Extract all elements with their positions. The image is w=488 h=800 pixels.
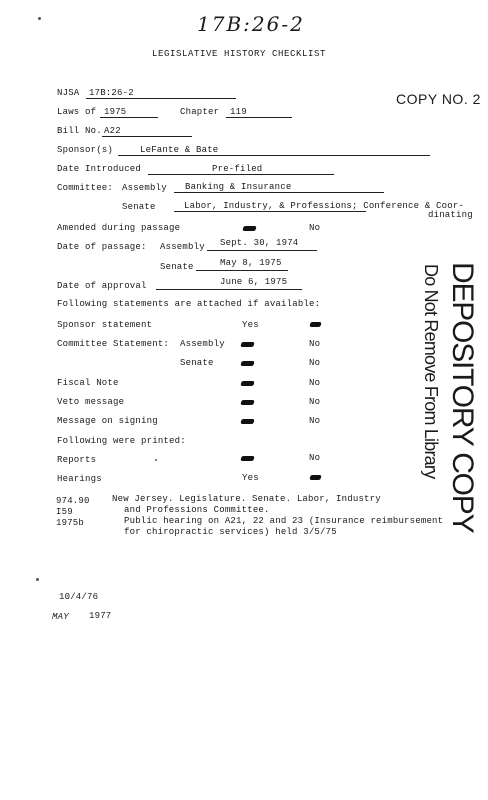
committee-senate-label: Senate [122,202,156,212]
committee-label: Committee: [57,183,114,193]
redaction-mark [240,342,254,347]
njsa-label: NJSA [57,88,80,98]
committee-assembly-underline [174,192,384,193]
veto-message-label: Veto message [57,397,125,407]
committee-assembly-value: Banking & Insurance [185,182,292,192]
laws-value: 1975 [104,107,127,117]
njsa-value: 17B:26-2 [89,88,134,98]
sponsor-underline [118,155,430,156]
passage-senate-label: Senate [160,262,194,272]
committee-assembly-label: Assembly [122,183,167,193]
passage-assembly-underline [207,250,317,251]
redaction-mark [240,456,254,461]
sponsor-value: LeFante & Bate [140,145,219,155]
committee-senate-underline [174,211,366,212]
passage-senate-value: May 8, 1975 [220,258,282,268]
passage-senate-underline [196,270,288,271]
fiscal-note-no: No [309,378,321,388]
chapter-value: 119 [230,107,247,117]
sponsor-statement-yes: Yes [242,320,259,330]
redaction-mark [240,419,254,424]
stray-mark [155,459,157,461]
amended-label: Amended during passage [57,223,181,233]
footer-date-2-year: 1977 [89,611,112,621]
committee-statement-senate-label: Senate [180,358,214,368]
committee-statement-label: Committee Statement: [57,339,170,349]
bill-underline [102,136,192,137]
sponsor-statement-label: Sponsor statement [57,320,153,330]
handwritten-statute-number: 17B:26-2 [197,12,305,36]
page-title: LEGISLATIVE HISTORY CHECKLIST [152,49,327,59]
committee-statement-assembly-label: Assembly [180,339,225,349]
approval-underline [156,289,302,290]
catalog-line-1: New Jersey. Legislature. Senate. Labor, Industry [112,494,381,504]
catalog-line-3: Public hearing on A21, 22 and 23 (Insurance reimbursement [124,516,444,526]
redaction-mark [240,400,254,405]
hearings-label: Hearings [57,474,102,484]
committee-senate-value-cont: dinating [428,210,473,220]
chapter-label: Chapter [180,107,220,117]
depository-copy-stamp: DEPOSITORY COPY [446,262,479,533]
njsa-underline [86,98,236,99]
introduced-underline [148,174,334,175]
passage-assembly-label: Assembly [160,242,205,252]
committee-senate-value: Labor, Industry, & Professions; Conference & Coor- [184,201,465,211]
passage-assembly-value: Sept. 30, 1974 [220,238,299,248]
redaction-mark [309,322,321,327]
redaction-mark [240,381,254,386]
laws-label: Laws of [57,107,97,117]
bill-value: A22 [104,126,121,136]
catalog-line-2: and Professions Committee. [124,505,270,515]
passage-label: Date of passage: [57,242,147,252]
signing-message-no: No [309,416,321,426]
approval-label: Date of approval [57,281,147,291]
introduced-value: Pre-filed [212,164,263,174]
hearings-yes: Yes [242,473,259,483]
bill-label: Bill No. [57,126,102,136]
redaction-mark [240,361,254,366]
catalog-line-4: for chiropractic services) held 3/5/75 [124,527,337,537]
veto-message-no: No [309,397,321,407]
laws-underline [100,117,158,118]
do-not-remove-stamp: Do Not Remove From Library [421,264,441,479]
signing-message-label: Message on signing [57,416,158,426]
stray-mark [38,17,41,20]
copy-number-stamp: COPY NO. 2 [396,91,481,107]
introduced-label: Date Introduced [57,164,142,174]
committee-statement-senate-no: No [309,358,321,368]
reports-no: No [309,453,321,463]
redaction-mark [309,475,321,480]
amended-no: No [309,223,321,233]
footer-date-2-month: MAY [52,612,69,622]
committee-statement-assembly-no: No [309,339,321,349]
stray-mark [36,578,39,581]
reports-label: Reports [57,455,97,465]
footer-date-1: 10/4/76 [59,592,99,602]
fiscal-note-label: Fiscal Note [57,378,119,388]
sponsor-label: Sponsor(s) [57,145,114,155]
call-number-2: I59 [56,507,73,517]
approval-value: June 6, 1975 [220,277,288,287]
call-number-1: 974.90 [56,496,90,506]
printed-heading: Following were printed: [57,436,186,446]
attached-heading: Following statements are attached if available: [57,299,321,309]
redaction-mark [242,226,256,231]
call-number-3: 1975b [56,518,85,528]
chapter-underline [226,117,292,118]
